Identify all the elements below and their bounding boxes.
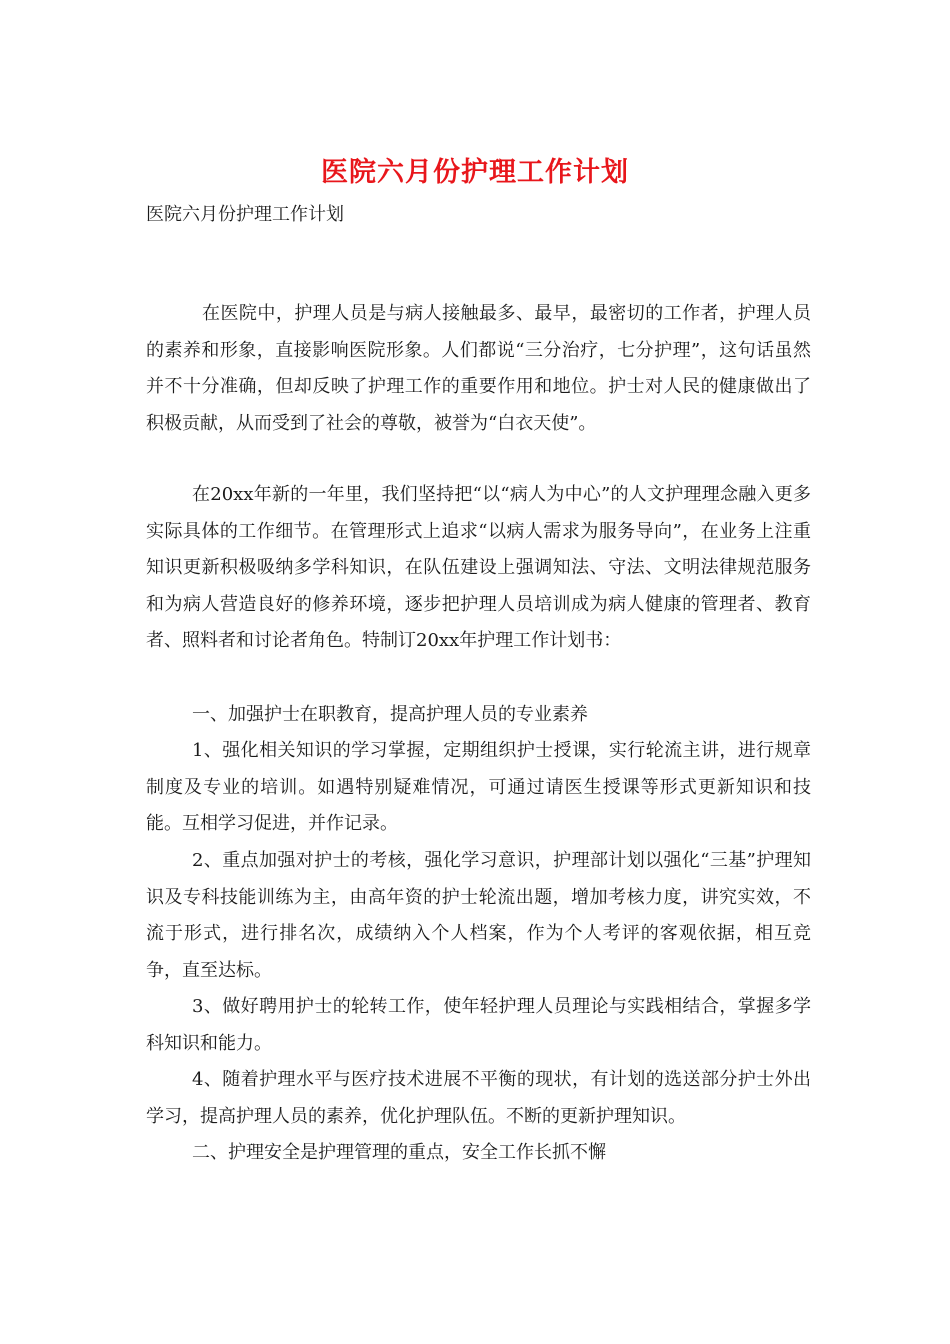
paragraph-item-2: 2、重点加强对护士的考核，强化学习意识，护理部计划以强化“三基”护理知识及专科技能训练为主，由高年资的护士轮流出题，增加考核力度，讲究实效，不流于形式，进行排名次，成绩纳入个人档案，作为个人考评的客观依据，相互竞争，直至达标。 [146,850,811,981]
document-subtitle: 医院六月份护理工作计划 [146,204,344,225]
section-heading-1: 一、加强护士在职教育，提高护理人员的专业素养 [192,704,588,725]
document-title: 医院六月份护理工作计划 [321,157,629,188]
section-heading-2: 二、护理安全是护理管理的重点，安全工作长抓不懈 [192,1142,606,1163]
paragraph-item-1: 1、强化相关知识的学习掌握，定期组织护士授课，实行轮流主讲，进行规章制度及专业的培训。如遇特别疑难情况，可通过请医生授课等形式更新知识和技能。互相学习促进，并作记录。 [146,740,811,834]
paragraph-plan-overview: 在20xx年新的一年里，我们坚持把“以“病人为中心”的人文护理理念融入更多实际具体的工作细节。在管理形式上追求“以病人需求为服务导向”，在业务上注重知识更新积极吸纳多学科知识，在队伍建设上强调知法、守法、文明法律规范服务和为病人营造良好的修养环境，逐步把护理人员培训成为病人健康的管理者、教育者、照料者和讨论者角色。特制订20xx年护理工作计划书： [146,484,811,651]
paragraph-item-4: 4、随着护理水平与医疗技术进展不平衡的现状，有计划的选送部分护士外出学习，提高护理人员的素养，优化护理队伍。不断的更新护理知识。 [146,1069,811,1127]
paragraph-intro: 在医院中，护理人员是与病人接触最多、最早，最密切的工作者，护理人员的素养和形象，直接影响医院形象。人们都说“三分治疗，七分护理”，这句话虽然并不十分准确，但却反映了护理工作的重要作用和地位。护士对人民的健康做出了积极贡献，从而受到了社会的尊敬，被誉为“白衣天使”。 [146,303,811,434]
paragraph-item-3: 3、做好聘用护士的轮转工作，使年轻护理人员理论与实践相结合，掌握多学科知识和能力。 [146,996,811,1054]
